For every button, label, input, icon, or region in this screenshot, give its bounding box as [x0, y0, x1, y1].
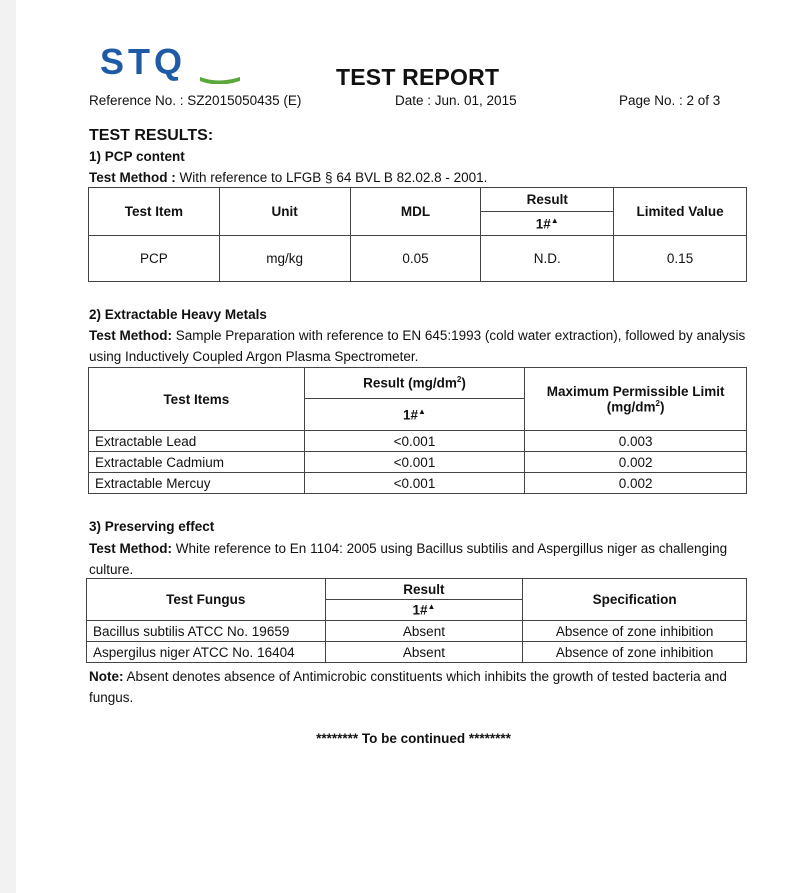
heavy-metals-table: [88, 367, 747, 494]
method-text: White reference to En 1104: 2005 using Bacillus subtilis and Aspergillus niger as challenging culture.: [89, 541, 728, 577]
note-text: Absent denotes absence of Antimicrobic constituents which inhibits the growth of tested bacteria and fungus.: [89, 669, 727, 705]
section3-method: [89, 538, 749, 580]
table-row: [87, 621, 747, 642]
header-test-fungus: Test Fungus: [87, 579, 326, 621]
table-row: [89, 452, 747, 473]
report-date: Date : Jun. 01, 2015: [395, 93, 517, 108]
pcp-table: [88, 187, 747, 282]
header-result: Result: [325, 579, 523, 600]
header-specification: Specification: [523, 579, 747, 621]
section2-heading: 2) Extractable Heavy Metals: [89, 307, 267, 322]
cell-limit: 0.15: [614, 236, 747, 282]
to-be-continued: ******** To be continued ********: [316, 731, 511, 746]
cell-result: Absent: [325, 621, 523, 642]
page-number: Page No. : 2 of 3: [619, 93, 721, 108]
cell-result: <0.001: [304, 431, 525, 452]
report-page: [16, 0, 811, 893]
header-mdl: MDL: [350, 188, 481, 236]
header-result: Result: [481, 188, 614, 212]
section1-method: [89, 167, 749, 188]
cell-item: Extractable Cadmium: [89, 452, 305, 473]
method-label: Test Method :: [89, 170, 176, 185]
note: [89, 666, 739, 708]
table-row: [89, 236, 747, 282]
preserving-table: [86, 578, 747, 663]
cell-result: Absent: [325, 642, 523, 663]
triangle-icon: ▲: [427, 602, 436, 612]
cell-limit: 0.002: [525, 473, 747, 494]
header-max-limit: Maximum Permissible Limit $(mg/dm^2)$: [525, 368, 747, 431]
triangle-icon: ▲: [418, 406, 426, 416]
header-sample: 1#▲: [325, 600, 523, 621]
header-unit: Unit: [219, 188, 350, 236]
cell-limit: 0.002: [525, 452, 747, 473]
cell-result: N.D.: [481, 236, 614, 282]
results-heading: TEST RESULTS:: [89, 127, 214, 144]
header-test-item: Test Item: [89, 188, 220, 236]
note-label: Note:: [89, 669, 124, 684]
cell-item: Extractable Mercuy: [89, 473, 305, 494]
header-result: Result $(mg/dm^2)$: [304, 368, 525, 399]
header-test-items: Test Items: [89, 368, 305, 431]
method-text: Sample Preparation with reference to EN 645:1993 (cold water extraction), followed by analysis using Inductively Coupled Argon Plasma Spectrometer.: [89, 328, 746, 364]
cell-item: PCP: [89, 236, 220, 282]
cell-spec: Absence of zone inhibition: [523, 642, 747, 663]
table-row: [87, 642, 747, 663]
cell-spec: Absence of zone inhibition: [523, 621, 747, 642]
reference-number: Reference No. : SZ2015050435 (E): [89, 93, 302, 108]
cell-fungus: Aspergilus niger ATCC No. 16404: [87, 642, 326, 663]
header-limited-value: Limited Value: [614, 188, 747, 236]
cell-limit: 0.003: [525, 431, 747, 452]
logo-swoosh: [200, 77, 240, 84]
method-label: Test Method:: [89, 541, 172, 556]
triangle-icon: ▲: [550, 215, 559, 225]
table-row: [89, 473, 747, 494]
section1-heading: 1) PCP content: [89, 149, 185, 164]
section2-method: [89, 325, 749, 367]
cell-result: <0.001: [304, 473, 525, 494]
cell-result: <0.001: [304, 452, 525, 473]
table-row: [89, 431, 747, 452]
cell-fungus: Bacillus subtilis ATCC No. 19659: [87, 621, 326, 642]
stq-logo: [100, 44, 250, 84]
header-sample: 1#▲: [481, 212, 614, 236]
cell-unit: mg/kg: [219, 236, 350, 282]
method-label: Test Method:: [89, 328, 172, 343]
logo-text: STQ: [100, 44, 187, 82]
cell-item: Extractable Lead: [89, 431, 305, 452]
header-sample: 1#▲: [304, 399, 525, 431]
page-title: TEST REPORT: [336, 64, 500, 90]
method-text: With reference to LFGB § 64 BVL B 82.02.8 - 2001.: [175, 170, 488, 185]
section3-heading: 3) Preserving effect: [89, 519, 215, 534]
cell-mdl: 0.05: [350, 236, 481, 282]
